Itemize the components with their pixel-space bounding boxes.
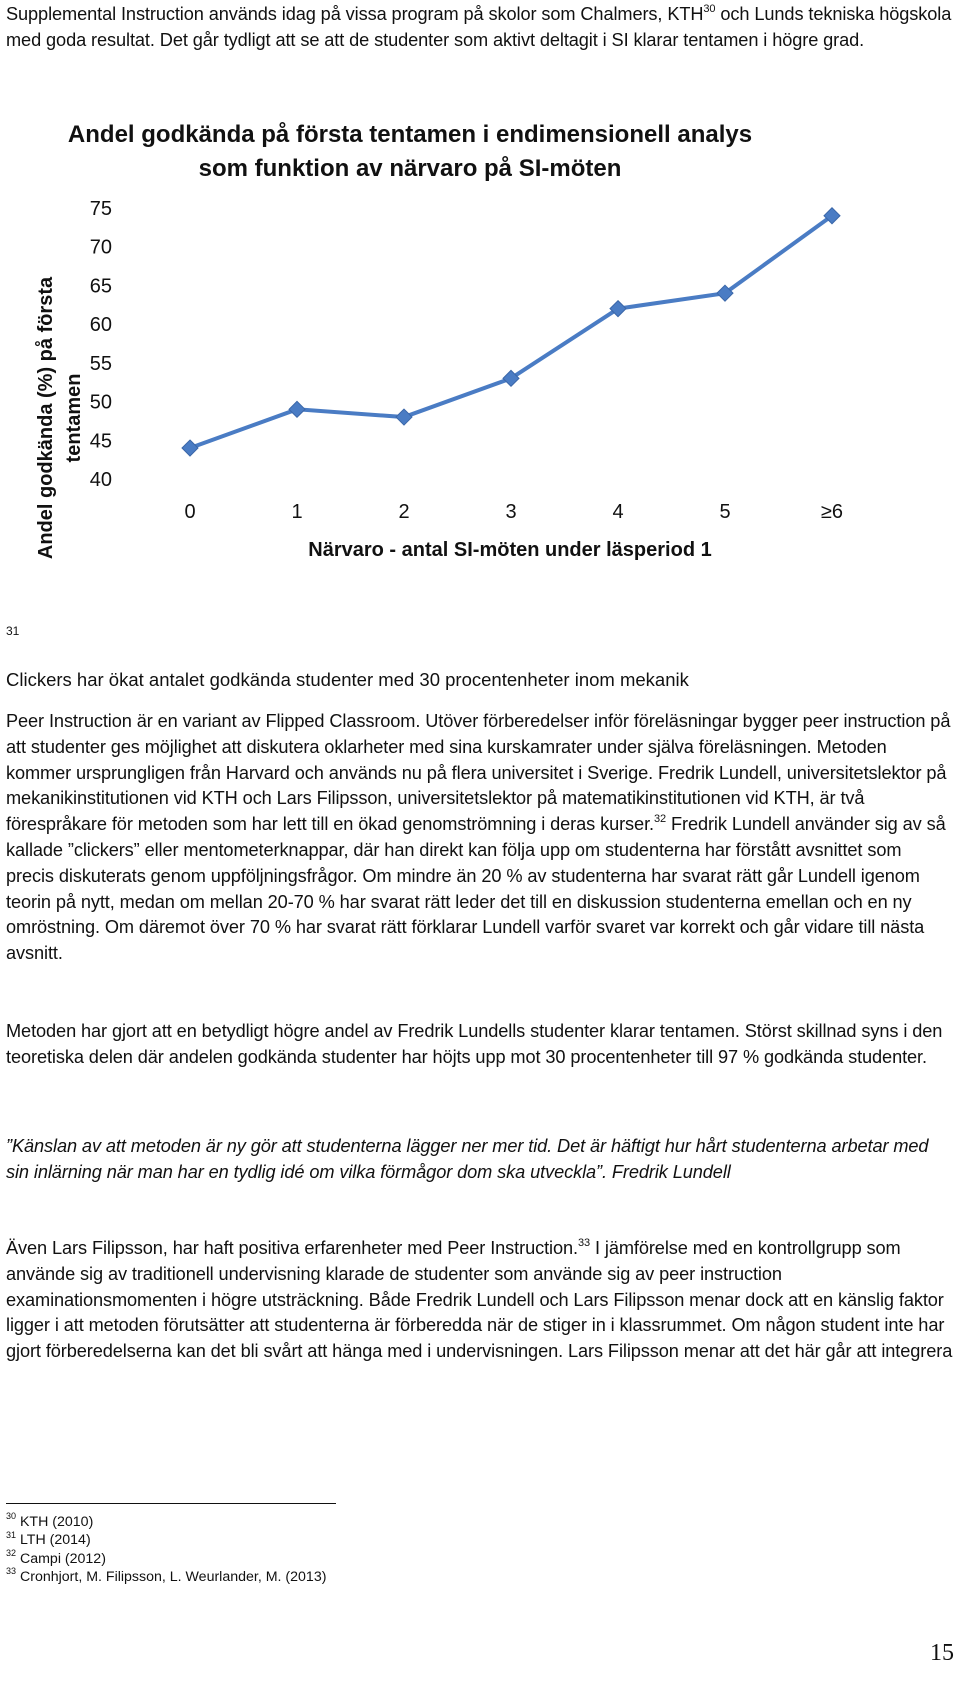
paragraph-3-text-a: Även Lars Filipsson, har haft positiva erfarenheter med Peer Instruction. <box>6 1238 578 1258</box>
x-tick-label: 3 <box>505 501 517 523</box>
footnote-number: 32 <box>6 1548 17 1559</box>
chart-svg <box>20 108 920 608</box>
chart-title: Andel godkända på första tentamen i endimensionell analys <box>67 121 753 148</box>
y-tick-label: 45 <box>89 430 112 453</box>
x-tick-label: 4 <box>612 501 624 523</box>
x-axis-ticks <box>184 501 843 523</box>
chart-subtitle: som funktion av närvaro på SI-möten <box>198 155 622 182</box>
footnote-separator <box>6 1503 336 1504</box>
paragraph-1 <box>6 709 954 967</box>
paragraph-3 <box>6 1236 954 1365</box>
x-tick-label: 5 <box>719 501 731 523</box>
y-tick-label: 55 <box>89 352 112 375</box>
y-axis-ticks <box>90 198 112 491</box>
y-tick-label: 75 <box>89 198 112 220</box>
chart-ylabel-line1: Andel godkända (%) på första <box>35 276 57 560</box>
data-point <box>289 401 305 417</box>
footnote-32 <box>6 1550 326 1568</box>
paragraph-1-text-b: Fredrik Lundell använder sig av så kallade ”clickers” eller mentometerknappar, där han direkt kan följa upp om studenterna har förstått avsnittet som precis diskuterats genom uppföljningsfrågor. Om mindre än 20 % av studenterna har svarat rätt går Lundell igenom teorin på nytt, medan om mellan 20-70 % har svarat rätt leder det till en diskussion studenterna emellan och en ny omröstning. Om däremot över 70 % har svarat rätt förklarar Lundell varför svaret var korrekt och går vidare till nästa avsnitt. <box>6 814 946 964</box>
footnote-text: Cronhjort, M. Filipsson, L. Weurlander, M. (2013) <box>19 1569 327 1586</box>
footnote-text: KTH (2010) <box>19 1514 94 1530</box>
footnote-number: 30 <box>6 1511 17 1522</box>
section-heading: Clickers har ökat antalet godkända studenter med 30 procentenheter inom mekanik <box>6 669 689 690</box>
intro-text-a: Supplemental Instruction används idag på vissa program på skolor som Chalmers, KTH <box>6 4 704 24</box>
y-tick-label: 50 <box>89 391 112 414</box>
y-tick-label: 40 <box>89 469 112 491</box>
series-line <box>190 216 832 448</box>
footnotes <box>6 1513 326 1587</box>
footnote-number: 33 <box>6 1566 17 1577</box>
chart-ylabel-line2: tentamen <box>63 373 85 463</box>
y-tick-label: 70 <box>89 236 112 259</box>
attendance-chart <box>20 108 920 608</box>
footnote-text: LTH (2014) <box>19 1532 91 1549</box>
paragraph-2: Metoden har gjort att en betydligt högre andel av Fredrik Lundells studenter klarar tentamen. Störst skillnad syns i den teoretiska delen där andelen godkända studenter har höjts upp mot 30 procentenheter till 97 % godkända studenter. <box>6 1021 943 1067</box>
chart-footnote-marker: 31 <box>6 624 20 638</box>
page-number: 15 <box>930 1640 954 1666</box>
x-tick-label: 2 <box>398 501 410 523</box>
paragraph-1-text-a: Peer Instruction är en variant av Flipped Classroom. Utöver förberedelser inför föreläsningar bygger peer instruction på att studenter ges möjlighet att diskutera oklarheter med sina kurskamrater under själva föreläsningen. Metoden kommer ursprungligen från Harvard och används nu på flera universitet i Sverige. Fredrik Lundell, universitetslektor på mekanikinstitutionen vid KTH och Lars Filipsson, universitetslektor på matematikinstitutionen vid KTH, är två förespråkare för metoden som har lett till en ökad genomströmning i deras kurser. <box>6 711 951 835</box>
footnote-ref-33[interactable]: 33 <box>577 1236 591 1249</box>
data-point <box>182 440 198 456</box>
y-tick-label: 60 <box>89 314 112 337</box>
quote-paragraph: ”Känslan av att metoden är ny gör att studenterna lägger ner mer tid. Det är häftigt hur hårt studenterna arbetar med sin inlärning när man har en tydlig idé om vilka förmågor dom ska utveckla”. Fredrik Lundell <box>6 1136 929 1182</box>
chart-xlabel: Närvaro - antal SI-möten under läsperiod 1 <box>308 539 712 561</box>
x-tick-label: 0 <box>184 501 196 523</box>
intro-paragraph <box>6 2 954 54</box>
footnote-ref-32[interactable]: 32 <box>653 813 667 826</box>
footnote-ref-30[interactable]: 30 <box>703 2 716 15</box>
footnote-number: 31 <box>6 1529 17 1540</box>
paragraph-3-text-b: I jämförelse med en kontrollgrupp som använde sig av traditionell undervisning klarade de studenter som använde sig av peer instruction examinationsmomenten i högre utsträckning. Både Fredrik Lundell och Lars Filipsson menar dock att en känslig faktor ligger i att metoden förutsätter att studenterna är förberedda när de stiger in i klassrummet. Om någon student inte har gjort förberedelserna kan det bli svårt att hänga med i undervisningen. Lars Filipsson menar att det här går att integrera <box>6 1238 953 1362</box>
intro-text-b: och Lunds tekniska högskola med goda resultat. Det går tydligt att se att de studenter som aktivt deltagit i SI klarar tentamen i högre grad. <box>6 4 952 50</box>
footnote-33 <box>6 1568 326 1586</box>
x-tick-label: ≥6 <box>820 501 844 523</box>
y-tick-label: 65 <box>89 275 112 298</box>
footnote-31 <box>6 1531 326 1549</box>
footnote-text: Campi (2012) <box>19 1550 106 1567</box>
x-tick-label: 1 <box>291 501 303 523</box>
footnote-30 <box>6 1513 326 1531</box>
series-points <box>182 208 840 456</box>
data-point <box>396 409 412 425</box>
